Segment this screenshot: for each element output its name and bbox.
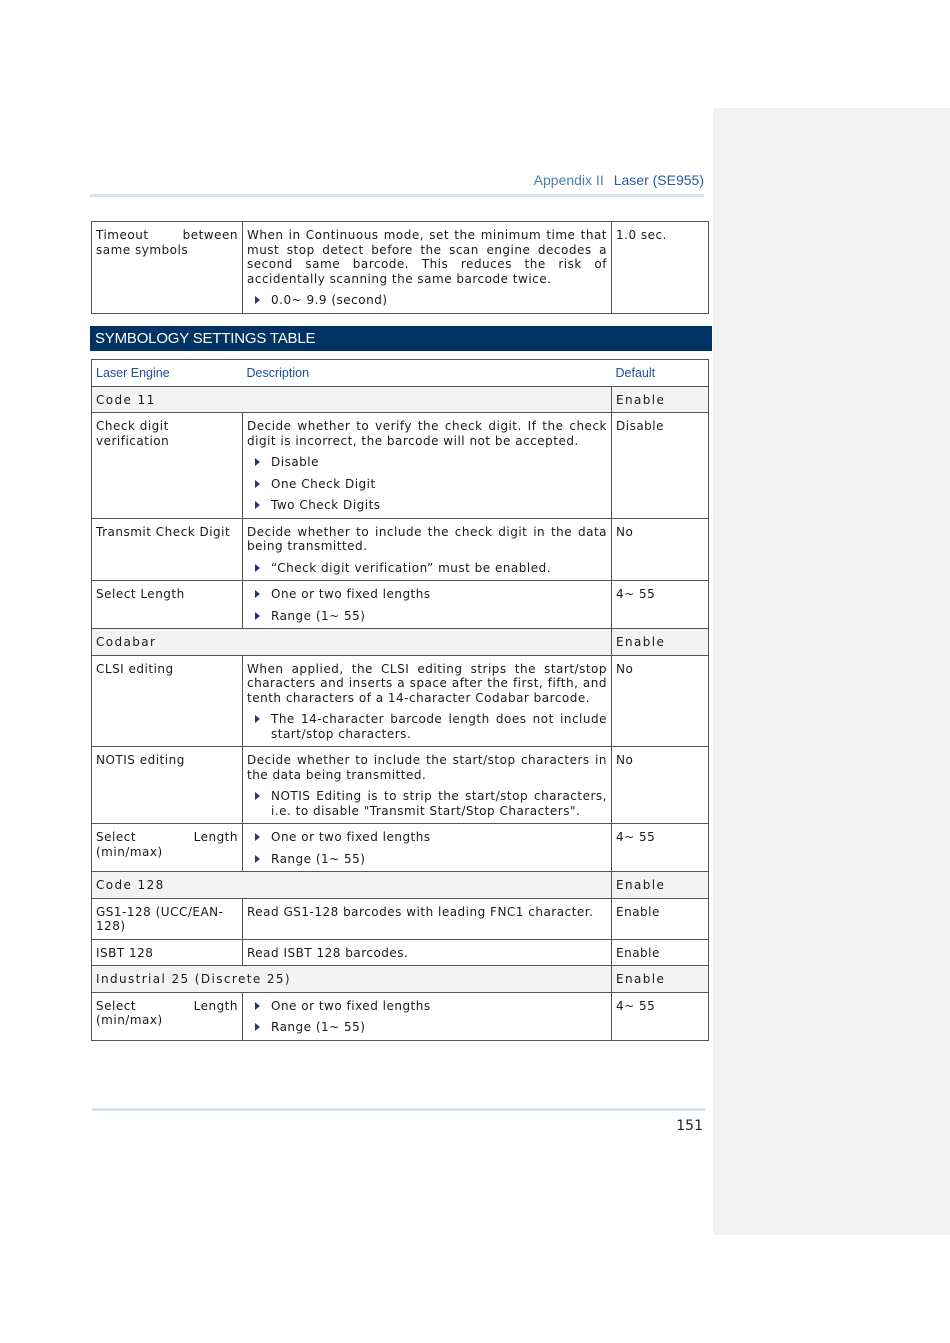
triangle-bullet-icon: [255, 833, 260, 841]
group-row-codabar: [92, 629, 709, 656]
row-description: [243, 581, 612, 629]
triangle-bullet-icon: [255, 564, 260, 572]
row-description: [243, 655, 612, 747]
triangle-bullet-icon: [255, 1023, 260, 1031]
table-row: [92, 413, 709, 519]
timeout-table: [91, 221, 709, 314]
row-default: 4~ 55: [612, 992, 709, 1040]
group-default: Enable: [612, 386, 709, 413]
bullet-item: One or two fixed lengths: [247, 999, 607, 1014]
group-label: Code 128: [92, 872, 612, 899]
group-default: Enable: [612, 966, 709, 993]
table-header-row: [92, 360, 709, 387]
bullet-item: Range (1~ 55): [247, 852, 607, 867]
bullet-item: One or two fixed lengths: [247, 830, 607, 845]
bullet-item: Disable: [247, 455, 607, 470]
comment-pane: [713, 108, 950, 1235]
description-text: Decide whether to include the check digit in the data being transmitted.: [247, 524, 607, 553]
group-label: Codabar: [92, 629, 612, 656]
header-rule: [90, 194, 704, 197]
group-row-industrial25: [92, 966, 709, 993]
page-number: 151: [676, 1118, 703, 1134]
row-description: Read ISBT 128 barcodes.: [243, 939, 612, 966]
bullet-item: 0.0~ 9.9 (second): [247, 293, 607, 308]
bullet-item: NOTIS Editing is to strip the start/stop characters, i.e. to disable "Transmit Start/Stop Characters".: [247, 789, 607, 818]
triangle-bullet-icon: [255, 458, 260, 466]
chapter-label: Appendix II: [533, 172, 604, 188]
bullet-item: Range (1~ 55): [247, 609, 607, 624]
table-row: [92, 222, 709, 314]
triangle-bullet-icon: [255, 480, 260, 488]
row-default: No: [612, 518, 709, 581]
row-name: Timeout between same symbols: [92, 222, 243, 314]
row-default: Enable: [612, 939, 709, 966]
triangle-bullet-icon: [255, 1002, 260, 1010]
row-description: [243, 747, 612, 824]
triangle-bullet-icon: [255, 792, 260, 800]
description-text: Decide whether to verify the check digit. If the check digit is incorrect, the barcode will not be accepted.: [247, 419, 607, 448]
description-text: When applied, the CLSI editing strips the start/stop characters and inserts a space after the first, fifth, and tenth characters of a 14-character Codabar barcode.: [247, 661, 607, 705]
row-default: Disable: [612, 413, 709, 519]
symbology-table: [91, 359, 709, 1041]
bullet-item: One Check Digit: [247, 477, 607, 492]
header-description: Description: [243, 360, 612, 387]
table-row: [92, 992, 709, 1040]
row-description: Read GS1-128 barcodes with leading FNC1 character.: [243, 898, 612, 939]
group-default: Enable: [612, 872, 709, 899]
bullet-item: “Check digit verification” must be enabled.: [247, 561, 607, 576]
bullet-item: One or two fixed lengths: [247, 587, 607, 602]
row-description: [243, 413, 612, 519]
header-laser-engine: Laser Engine: [92, 360, 243, 387]
bullet-item: Range (1~ 55): [247, 1020, 607, 1035]
triangle-bullet-icon: [255, 501, 260, 509]
triangle-bullet-icon: [255, 715, 260, 723]
table-row: [92, 747, 709, 824]
row-description: [243, 518, 612, 581]
row-name: NOTIS editing: [92, 747, 243, 824]
row-default: 4~ 55: [612, 824, 709, 872]
table-row: [92, 581, 709, 629]
table-row: [92, 655, 709, 747]
group-label: Industrial 25 (Discrete 25): [92, 966, 612, 993]
group-default: Enable: [612, 629, 709, 656]
group-row-code11: [92, 386, 709, 413]
row-description: [243, 824, 612, 872]
section-title: SYMBOLOGY SETTINGS TABLE: [90, 326, 712, 351]
row-name: CLSI editing: [92, 655, 243, 747]
group-row-code128: [92, 872, 709, 899]
group-label: Code 11: [92, 386, 612, 413]
running-header: [90, 172, 704, 188]
row-default: 1.0 sec.: [612, 222, 709, 314]
row-description: [243, 222, 612, 314]
row-name: Check digit verification: [92, 413, 243, 519]
row-name: Select Length (min/max): [92, 992, 243, 1040]
table-row: [92, 518, 709, 581]
table-row: [92, 898, 709, 939]
footer-rule: [92, 1108, 705, 1111]
row-name: GS1-128 (UCC/EAN-128): [92, 898, 243, 939]
triangle-bullet-icon: [255, 590, 260, 598]
description-text: Decide whether to include the start/stop characters in the data being transmitted.: [247, 753, 607, 782]
chapter-title: Laser (SE955): [613, 172, 704, 188]
row-description: [243, 992, 612, 1040]
row-name: Select Length: [92, 581, 243, 629]
bullet-item: The 14-character barcode length does not include start/stop characters.: [247, 712, 607, 741]
row-name: Select Length (min/max): [92, 824, 243, 872]
row-name: ISBT 128: [92, 939, 243, 966]
header-default: Default: [612, 360, 709, 387]
row-default: No: [612, 747, 709, 824]
triangle-bullet-icon: [255, 612, 260, 620]
row-default: 4~ 55: [612, 581, 709, 629]
bullet-item: Two Check Digits: [247, 498, 607, 513]
row-default: Enable: [612, 898, 709, 939]
triangle-bullet-icon: [255, 855, 260, 863]
description-text: When in Continuous mode, set the minimum time that must stop detect before the scan engine decodes a second same barcode. This reduces the risk of accidentally scanning the same barcode twice.: [247, 228, 607, 286]
triangle-bullet-icon: [255, 296, 260, 304]
row-name: Transmit Check Digit: [92, 518, 243, 581]
row-default: No: [612, 655, 709, 747]
table-row: [92, 939, 709, 966]
table-row: [92, 824, 709, 872]
